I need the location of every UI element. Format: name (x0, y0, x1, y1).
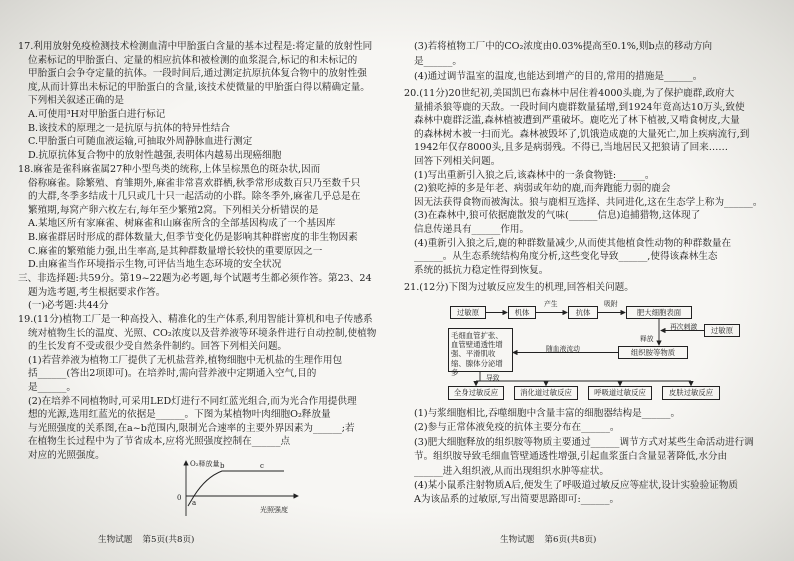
text-line: 信息传递具有______作用。 (414, 223, 530, 235)
allergen-again-box: 过敏原 (704, 324, 740, 337)
text-line: 17.利用放射免疫检测技术检测血清中甲胎蛋白含量的基本过程是:将定量的放射性同 (18, 41, 373, 52)
text-line: 对应的光照强度。 (28, 449, 105, 461)
x-axis-label: 光照强度 (260, 506, 288, 514)
text-line: A.某地区所有家麻雀、树麻雀和山麻雀所含的全部基因构成了一个基因库 (28, 218, 336, 230)
text-line: D.抗原抗体复合物中的放射性越强,表明体内越易出现癌细胞 (28, 149, 282, 161)
text-line: 回答下列相关问题。 (414, 155, 501, 167)
text-line: (2)参与正常体液免疫的抗体主要分布在______。 (414, 422, 620, 434)
text-line: D.由麻雀当作环境指示生物,可评估当地生态环境的安全状况 (28, 259, 282, 271)
text-line: C.甲胎蛋白可随血液运输,可抽取外周静脉血进行测定 (28, 136, 253, 148)
text-line: (2)狼吃掉的多是年老、病弱或年幼的鹿,而奔跑能力弱的鹿会 (414, 183, 671, 195)
text-line: 想的光源,选用红蓝光的依据是______。下图为某植物叶肉细胞O₂释放量 (28, 409, 331, 421)
text-line: (4)通过调节温室的温度,也能达到增产的目的,常用的措施是______。 (414, 70, 703, 82)
right-page (404, 0, 784, 561)
point-a-label: a (192, 499, 197, 507)
text-line: 是______。 (414, 55, 462, 67)
section-non-choice-header (18, 272, 392, 313)
text-line: 系统的抵抗力稳定性得到恢复。 (414, 264, 549, 276)
question-17 (18, 40, 392, 162)
text-line: 与光照强度的关系图,在a~b范围内,限制光合速率的主要外界因素为______;若 (28, 422, 355, 434)
text-line: 题为选考题,考生根据要求作答。 (28, 286, 166, 298)
text-line: (4)某小鼠系注射物质A后,便发生了呼吸道过敏反应等症状,设计实验验证物质 (414, 479, 739, 491)
text-line: (1)若营养液为植物工厂提供了无机盐营养,植物细胞中无机盐的生理作用包 (28, 354, 343, 366)
point-c-label: c (260, 462, 264, 470)
text-line: (2)在培养不同植物时,可采用LED灯进行不同红蓝光组合,而为光合作用提供理 (28, 395, 357, 407)
text-line: 括______(答出2项即可)。在培养时,需向营养液中定期通入空气,目的 (28, 368, 317, 380)
left-page (18, 0, 392, 561)
via-blood-label: 随血液流动 (546, 345, 580, 353)
footer-page-number: 第5页(共8页) (142, 535, 195, 545)
produce-label: 产生 (544, 300, 558, 308)
left-page-footer (98, 533, 194, 545)
text-line: A为该品系的过敏原,写出简要思路即可:______。 (414, 494, 620, 506)
text-line: ______进入组织液,从而出现组织水肿等症状。 (414, 465, 609, 477)
antibody-box: 抗体 (568, 306, 598, 319)
question-20 (404, 87, 784, 277)
body-box: 机体 (508, 306, 536, 319)
respiratory-allergy-box: 呼吸道过敏反应 (588, 386, 652, 400)
systemic-allergy-box: 全身过敏反应 (448, 386, 504, 400)
restimulate-label: 再次刺激 (670, 322, 698, 331)
digestive-allergy-box: 消化道过敏反应 (514, 386, 578, 400)
text-line: 的大群,冬季多结成十几只或几十只一起活动的小群。除冬季外,麻雀几乎总是在 (28, 191, 361, 203)
mast-cell-surface-box: 肥大细胞表面 (626, 306, 692, 319)
question-19 (18, 313, 392, 463)
text-line: 繁殖期,每窝产卵六枚左右,每年至少繁殖2窝。下列相关分析错误的是 (28, 204, 319, 216)
text-line: (1)与浆细胞相比,吞噬细胞中含量丰富的细胞器结构是______。 (414, 408, 681, 419)
allergy-mechanism-diagram (404, 298, 744, 404)
release-label: 释放 (640, 335, 654, 343)
text-line: 森林中鹿群泛滥,森林植被遭到严重破坏。鹿吃光了林下植被,又啃食树皮,大量 (414, 115, 740, 127)
text-line: 在植物生长过程中为了节省成本,应将光照强度控制在______点 (28, 436, 291, 448)
question-21-subquestions (404, 407, 784, 508)
text-line: 19.(11分)植物工厂是一种高投入、精准化的生产体系,利用智能计算机和电子传感系 (18, 314, 373, 325)
text-line: 是______。 (28, 381, 76, 393)
text-line: (3)若将植物工厂中的CO₂浓度由0.03%提高至0.1%,则b点的移动方向 (414, 41, 713, 52)
origin-label: 0 (177, 494, 182, 502)
text-line: 因无法获得食物而被淘汰。狼与鹿相互选择、共同进化,这在生态学上称为______。 (414, 196, 763, 208)
cause-label: 导致 (486, 374, 500, 382)
text-line: (3)在森林中,狼可依据鹿散发的气味(______信息)追捕猎物,这体现了 (414, 210, 701, 222)
text-line: (3)肥大细胞释放的组织胺等物质主要通过______调节方式对某些生命活动进行调 (414, 436, 754, 448)
text-line: A.可使用³H对甲胎蛋白进行标记 (28, 108, 166, 120)
text-line: (4)重新引入狼之后,鹿的种群数量减少,从而使其他植食性动物的种群数量在 (414, 237, 732, 249)
question-19-continued (404, 40, 784, 84)
text-line: (一)必考题:共44分 (28, 300, 109, 312)
text-line: 1942年仅存8000头,且多是病弱残。不得已,当地居民又把狼请了回来…… (414, 142, 728, 154)
response-curve (188, 471, 284, 506)
light-response-graph (160, 458, 310, 520)
text-line: 三、非选择题:共59分。第19~22题为必考题,每个试题考生都必须作答。第23、24 (18, 273, 372, 284)
text-line: B.该技术的原理之一是抗原与抗体的特异性结合 (28, 122, 230, 134)
text-line: 俗称麻雀。除繁殖、育雏期外,麻雀非常喜欢群栖,秋季常形成数百只乃至数千只 (28, 177, 361, 189)
question-21-intro (404, 281, 784, 295)
text-line: 20.(11分)20世纪初,美国凯巴布森林中居住着4000头鹿,为了保护鹿群,政府大 (404, 88, 735, 99)
text-line: 甲胎蛋白会争夺定量的抗体。一段时间后,通过测定抗原抗体复合物中的放射性强 (28, 68, 367, 80)
footer-subject: 生物试题 (98, 535, 133, 545)
footer-page-number: 第6页(共8页) (544, 535, 597, 545)
text-line: 统对植物生长的温度、光照、CO₂浓度以及营养液等环境条件进行自动控制,使植物 (28, 327, 377, 339)
question-18 (18, 163, 392, 272)
adsorb-label: 吸附 (604, 300, 618, 308)
footer-subject: 生物试题 (500, 535, 535, 545)
text-line: ______。从生态系统结构角度分析,这些变化导致______,使得该森林生态 (414, 251, 718, 263)
text-line: 的生长发育不受或很少受自然条件制约。回答下列相关问题。 (28, 341, 288, 353)
point-b-label: b (220, 462, 225, 470)
histamine-box: 组织胺等物质 (618, 346, 688, 359)
text-line: 节。组织胺导致毛细血管壁通透性增强,引起血浆蛋白含量显著降低,水分由 (414, 451, 728, 463)
physiological-effects-box: 毛细血管扩张、血管壁通透性增强、平滑肌收缩、腺体分泌增多 (448, 328, 513, 372)
text-line: (1)写出重新引入狼之后,该森林中的一条食物链:______。 (414, 169, 655, 181)
right-page-footer (500, 533, 596, 545)
text-line: 21.(12分)下图为过敏反应发生的机理,回答相关问题。 (404, 282, 634, 293)
text-line: 度,从而计算出未标记的甲胎蛋白的含量,该技术使微量的甲胎蛋白得以精确定量。 (28, 81, 370, 93)
skin-allergy-box: 皮肤过敏反应 (662, 386, 720, 400)
text-line: 位素标记的甲胎蛋白、定量的相应抗体和被检测的血浆混合,标记的和未标记的 (28, 54, 358, 66)
y-axis-label: O₂释放量 (190, 460, 220, 468)
text-line: 量捕杀狼等鹿的天敌。一段时间内鹿群数量猛增,到1924年竟高达10万头,致使 (414, 101, 745, 113)
text-line: C.麻雀的繁殖能力强,出生率高,是其种群数量增长较快的重要原因之一 (28, 245, 323, 257)
text-line: B.麻雀群居时形成的群体数量大,但季节变化仍是影响其种群密度的非生物因素 (28, 231, 358, 243)
text-line: 18.麻雀是雀科麻雀属27种小型鸟类的统称,上体呈棕黑色的斑杂状,因而 (18, 164, 321, 175)
allergen-box: 过敏原 (450, 306, 486, 319)
text-line: 的森林树木被一扫而光。森林被毁坏了,饥饿造成鹿的大量死亡,加上疾病流行,到 (414, 128, 750, 140)
text-line: 下列相关叙述正确的是 (28, 95, 124, 107)
